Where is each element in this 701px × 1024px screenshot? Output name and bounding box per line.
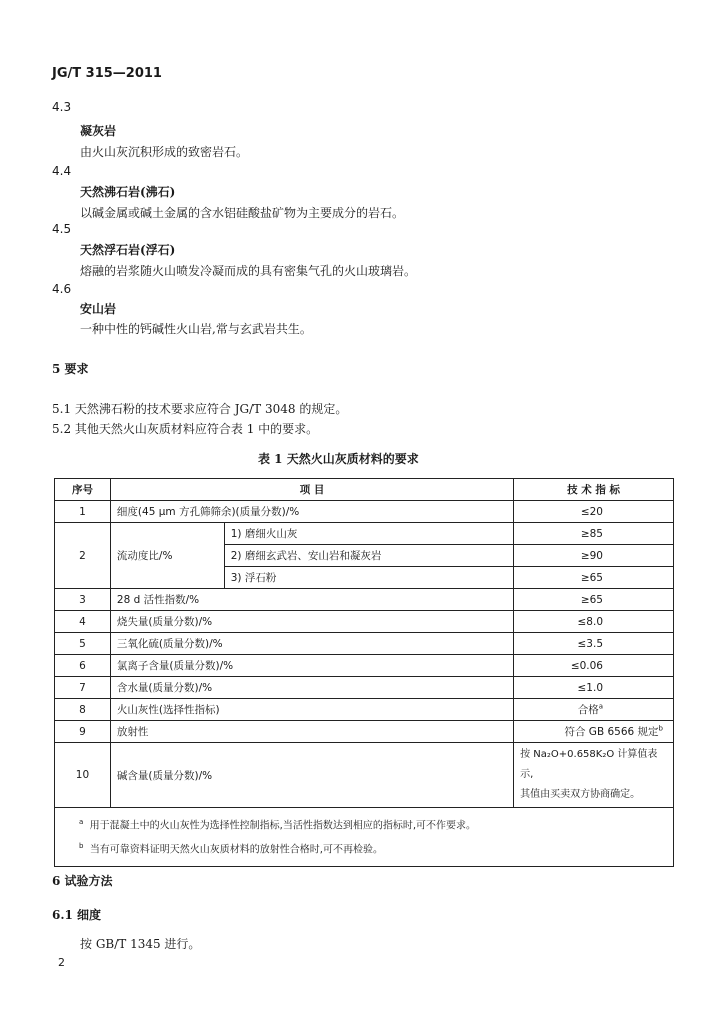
- table-notes: [55, 808, 674, 867]
- row-limit-cell: [514, 721, 674, 743]
- row-item: 28 d 活性指数/%: [110, 589, 513, 611]
- note-text: 当有可靠资料证明天然火山灰质材料的放射性合格时,可不再检验。: [89, 844, 383, 856]
- clause-text: 5.2 其他天然火山灰质材料应符合表 1 中的要求。: [52, 422, 319, 436]
- row-limit: ≥90: [514, 545, 674, 567]
- clause-number: 4.4: [52, 164, 72, 178]
- row-limit: ≤0.06: [514, 655, 674, 677]
- term-title: 凝灰岩: [80, 124, 117, 138]
- table-row: [55, 655, 674, 677]
- term-definition: 一种中性的钙碱性火山岩,常与玄武岩共生。: [80, 322, 312, 336]
- footnote-mark: b: [79, 842, 84, 851]
- section-title: 5 要求: [52, 362, 89, 376]
- header-item: 项 目: [110, 479, 513, 501]
- clause-text: 按 GB/T 1345 进行。: [80, 937, 201, 951]
- row-subitem: 3) 浮石粉: [224, 567, 513, 589]
- table-row: [55, 721, 674, 743]
- row-limit: ≥85: [514, 523, 674, 545]
- table-row: [55, 677, 674, 699]
- row-limit: ≤3.5: [514, 633, 674, 655]
- row-subitem: 1) 磨细火山灰: [224, 523, 513, 545]
- row-item: 氯离子含量(质量分数)/%: [110, 655, 513, 677]
- table-note: [79, 836, 649, 860]
- table-row: [55, 699, 674, 721]
- row-no: 8: [55, 699, 111, 721]
- row-item: 流动度比/%: [110, 523, 224, 589]
- term-definition: 由火山灰沉积形成的致密岩石。: [80, 145, 249, 159]
- note-text: 用于混凝土中的火山灰性为选择性控制指标,当活性指数达到相应的指标时,可不作要求。: [89, 820, 477, 832]
- row-no: 6: [55, 655, 111, 677]
- clause-number: 4.6: [52, 282, 72, 296]
- clause-text: 5.1 天然沸石粉的技术要求应符合 JG/T 3048 的规定。: [52, 402, 348, 416]
- row-limit-line: 按 Na₂O+0.658K₂O 计算值表示,: [520, 749, 658, 780]
- term-title: 安山岩: [80, 302, 117, 316]
- term-definition: 以碱金属或碱土金属的含水铝硅酸盐矿物为主要成分的岩石。: [80, 206, 405, 220]
- row-limit: ≤8.0: [514, 611, 674, 633]
- row-limit: ≤20: [514, 501, 674, 523]
- row-no: 9: [55, 721, 111, 743]
- row-item: 火山灰性(选择性指标): [110, 699, 513, 721]
- table-row: [55, 589, 674, 611]
- row-item: 三氧化硫(质量分数)/%: [110, 633, 513, 655]
- row-limit: 合格: [577, 704, 599, 716]
- row-limit: ≥65: [514, 589, 674, 611]
- row-limit-cell: [514, 699, 674, 721]
- row-limit-line: 其值由买卖双方协商确定。: [520, 789, 641, 800]
- footnote-mark: a: [79, 818, 84, 826]
- row-item: 放射性: [110, 721, 513, 743]
- table-row: [55, 743, 674, 808]
- table-row: [55, 501, 674, 523]
- page-number: 2: [58, 956, 65, 969]
- row-item: 细度(45 μm 方孔筛筛余)(质量分数)/%: [110, 501, 513, 523]
- requirements-table: [54, 478, 674, 867]
- table-row: [55, 523, 674, 545]
- clause-number: 4.5: [52, 222, 72, 236]
- row-no: 5: [55, 633, 111, 655]
- row-item: 烧失量(质量分数)/%: [110, 611, 513, 633]
- header-no: 序号: [55, 479, 111, 501]
- row-no: 1: [55, 501, 111, 523]
- row-limit: ≥65: [514, 567, 674, 589]
- section-title: 6 试验方法: [52, 874, 113, 888]
- row-no: 4: [55, 611, 111, 633]
- header-limit: 技 术 指 标: [514, 479, 674, 501]
- table-notes-row: [55, 808, 674, 867]
- table-row: [55, 633, 674, 655]
- table-note: [79, 812, 649, 836]
- footnote-mark: b: [658, 724, 663, 733]
- term-title: 天然沸石岩(沸石): [80, 185, 176, 199]
- row-no: 7: [55, 677, 111, 699]
- table-caption: 表 1 天然火山灰质材料的要求: [258, 452, 419, 466]
- row-no: 10: [55, 743, 111, 808]
- table-header-row: [55, 479, 674, 501]
- document-header: JG/T 315—2011: [52, 66, 162, 81]
- clause-number: 4.3: [52, 100, 72, 114]
- row-limit: ≤1.0: [514, 677, 674, 699]
- row-subitem: 2) 磨细玄武岩、安山岩和凝灰岩: [224, 545, 513, 567]
- row-item: 碱含量(质量分数)/%: [110, 743, 513, 808]
- subsection-title: 6.1 细度: [52, 908, 102, 922]
- row-item: 含水量(质量分数)/%: [110, 677, 513, 699]
- table-row: [55, 611, 674, 633]
- row-no: 2: [55, 523, 111, 589]
- term-title: 天然浮石岩(浮石): [80, 243, 176, 257]
- row-limit: 符合 GB 6566 规定: [564, 726, 659, 738]
- term-definition: 熔融的岩浆随火山喷发冷凝而成的具有密集气孔的火山玻璃岩。: [80, 264, 417, 278]
- row-no: 3: [55, 589, 111, 611]
- footnote-mark: a: [598, 702, 603, 711]
- row-limit-cell: [514, 743, 674, 808]
